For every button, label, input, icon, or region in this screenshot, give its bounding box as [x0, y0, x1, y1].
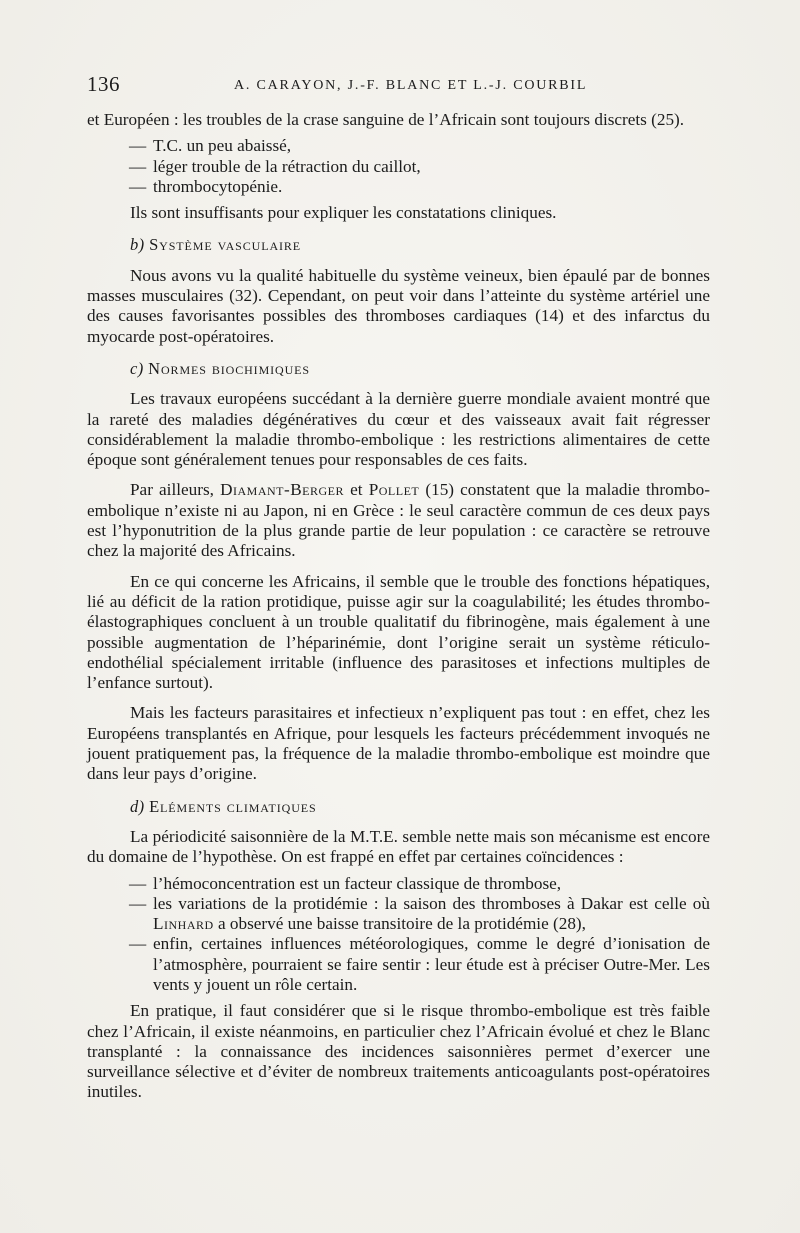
section-c-paragraph-3: En ce qui concerne les Africains, il semble que le trouble des fonctions hépatiques, lié au déficit de la ration protidique, puisse agir sur la coagulabilité; les études thrombo-élastographiques concluent à un trouble qualitatif du fibrinogène, mais également à une possible augmentation de l’héparinémie, dont l’origine serait un système réticulo-endothélial spécialement irritable (influence des parasitoses et infections multiples de l’enfance surtout).	[87, 571, 710, 693]
list-item	[87, 157, 710, 177]
section-c-paragraph-2	[87, 480, 710, 561]
section-d-paragraph-1: La périodicité saisonnière de la M.T.E. semble nette mais son mécanisme est encore du domaine de l’hypothèse. On est frappé en effet par certaines coïncidences :	[87, 826, 710, 867]
page-header	[87, 70, 727, 100]
paragraph-text: et	[350, 480, 363, 500]
running-head: A. CARAYON, J.-F. BLANC ET L.-J. COURBIL	[234, 78, 588, 93]
section-heading-c	[130, 359, 710, 379]
list-item-text: T.C. un peu abaissé,	[153, 136, 292, 156]
section-title: Normes biochimiques	[148, 358, 310, 378]
paragraph-text: Par ailleurs,	[130, 480, 214, 500]
paragraph-text: (15) constatent que la maladie thrombo-embolique n’existe ni au Japon, ni en Grèce : le seul caractère commun de ces deux pays est l’hyponutrition de la plus grande partie de leur population : ce caractère se retrouve chez la majorité des Africains.	[87, 480, 710, 561]
intro-paragraph: et Européen : les troubles de la crase sanguine de l’Africain sont toujours discrets (25).	[87, 110, 685, 129]
section-b-paragraph: Nous avons vu la qualité habituelle du système veineux, bien épaulé par de bonnes masses musculaires (32). Cependant, on peut voir dans l’atteinte du système artériel une des causes favorisantes possibles des thromboses cardiaques (14) et des infarctus du myocarde post-opératoires.	[87, 265, 710, 346]
list-item	[87, 934, 710, 995]
dash-glyph: —	[129, 136, 147, 156]
dash-glyph: —	[129, 873, 147, 893]
intro-dash-list	[87, 136, 710, 197]
section-title: Eléments climatiques	[149, 796, 317, 816]
body-text	[87, 110, 710, 1113]
list-item	[87, 136, 710, 156]
section-title: Système vasculaire	[149, 235, 302, 255]
page-number: 136	[87, 72, 120, 96]
section-c-paragraph-4: Mais les facteurs parasitaires et infectieux n’expliquent pas tout : en effet, chez les Européens transplantés en Afrique, pour lesquels les facteurs précédemment invoqués ne jouent pratiquement pas, la fréquence de la maladie thrombo-embolique est moindre que dans leur pays d’origine.	[87, 703, 710, 784]
list-item	[87, 894, 710, 935]
dash-glyph: —	[129, 156, 147, 176]
author-name: Linhard	[153, 914, 214, 934]
intro-conclusion: Ils sont insuffisants pour expliquer les constatations cliniques.	[130, 203, 557, 223]
section-heading-b	[130, 235, 710, 255]
list-item-text: léger trouble de la rétraction du caillot,	[153, 156, 421, 176]
section-heading-d	[130, 797, 710, 817]
section-letter: d)	[130, 796, 145, 816]
section-letter: b)	[130, 235, 145, 255]
list-item-text: les variations de la protidémie : la saison des thromboses à Dakar est celle où	[153, 893, 710, 913]
dash-glyph: —	[129, 176, 147, 196]
author-name: Pollet	[368, 480, 420, 500]
author-name: Diamant-Berger	[220, 480, 345, 500]
dash-glyph: —	[129, 934, 147, 954]
list-item-text: l’hémoconcentration est un facteur classique de thrombose,	[153, 873, 562, 893]
section-c-paragraph-1: Les travaux européens succédant à la dernière guerre mondiale avaient montré que la rareté des maladies dégénératives du cœur et des vaisseaux avait fait régresser considérablement la maladie thrombo-embolique : les restrictions alimentaires de cette époque sont généralement tenues pour responsables de ces faits.	[87, 389, 710, 470]
list-item-text: enfin, certaines influences météorologiques, comme le degré d’ionisation de l’atmosphère, pourraient se faire sentir : leur étude est à préciser Outre-Mer. Les vents y jouent un rôle certain.	[153, 934, 710, 994]
list-item-text: thrombocytopénie.	[153, 176, 283, 196]
list-item	[87, 874, 710, 894]
section-letter: c)	[130, 358, 144, 378]
list-item	[87, 177, 710, 197]
dash-glyph: —	[129, 893, 147, 913]
section-d-dash-list	[87, 874, 710, 996]
list-item-text: a observé une baisse transitoire de la protidémie (28),	[217, 914, 586, 934]
section-d-paragraph-2: En pratique, il faut considérer que si le risque thrombo-embolique est très faible chez l’Africain, il existe néanmoins, en particulier chez l’Africain évolué et chez le Blanc transplanté : la connaissance des incidences saisonnières permet d’exercer une surveillance sélective et d’éviter de nombreux traitements anticoagulants post-opératoires inutiles.	[87, 1001, 710, 1102]
